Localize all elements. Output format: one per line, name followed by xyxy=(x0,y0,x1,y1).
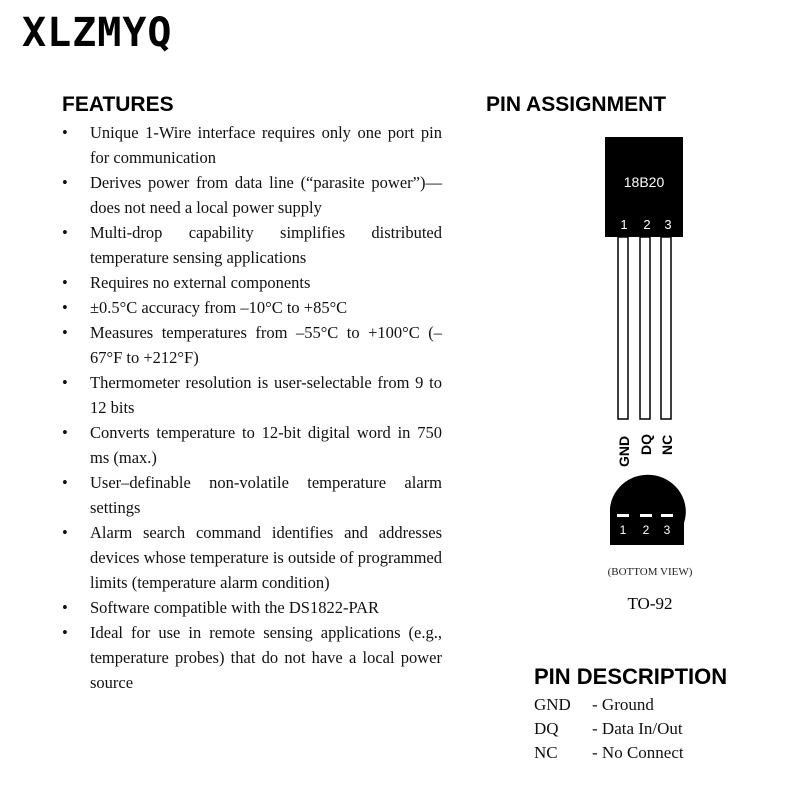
pin-description-row xyxy=(534,741,684,765)
feature-item: • Ideal for use in remote sensing applications (e.g., temperature probes) that do not have a local power source xyxy=(60,620,442,695)
package-name: TO-92 xyxy=(627,594,673,613)
feature-item: • Derives power from data line (“parasite power”)—does not need a local power supply xyxy=(60,170,442,220)
bottom-view-caption: (BOTTOM VIEW) xyxy=(607,566,693,578)
brand-logo-text: XLZMYQ xyxy=(22,10,173,56)
pin-assignment-heading: PIN ASSIGNMENT xyxy=(486,93,667,116)
to92-package-diagram xyxy=(560,125,720,565)
feature-item: • Requires no external components xyxy=(60,270,442,295)
chip-label: 18B20 xyxy=(623,174,665,190)
feature-item: • Unique 1-Wire interface requires only one port pin for communication xyxy=(60,120,442,170)
pin-function: - Ground xyxy=(592,695,654,714)
features-list xyxy=(60,120,442,695)
bottom-pin-number-2: 2 xyxy=(642,523,650,537)
feature-item: • Software compatible with the DS1822-PAR xyxy=(60,595,442,620)
feature-item: • Converts temperature to 12-bit digital word in 750 ms (max.) xyxy=(60,420,442,470)
pin-label-gnd: GND xyxy=(616,435,632,467)
pin-number-3: 3 xyxy=(664,217,672,232)
feature-item: • ±0.5°C accuracy from –10°C to +85°C xyxy=(60,295,442,320)
bottom-pin-number-3: 3 xyxy=(663,523,671,537)
pin-description-row xyxy=(534,717,684,741)
pin-description-heading: PIN DESCRIPTION xyxy=(534,664,728,689)
bottom-pad-3 xyxy=(661,514,673,517)
feature-item: • Thermometer resolution is user-selectable from 9 to 12 bits xyxy=(60,370,442,420)
pin-name: DQ xyxy=(534,719,559,738)
pin-function: - Data In/Out xyxy=(592,719,683,738)
features-heading: FEATURES xyxy=(62,93,174,116)
feature-item: • User–definable non-volatile temperature alarm settings xyxy=(60,470,442,520)
feature-item: • Measures temperatures from –55°C to +100°C (–67°F to +212°F) xyxy=(60,320,442,370)
pin-description-table xyxy=(534,693,684,765)
lead-pin-2 xyxy=(640,237,650,419)
pin-label-nc: NC xyxy=(659,434,675,455)
feature-item: • Multi-drop capability simplifies distributed temperature sensing applications xyxy=(60,220,442,270)
pin-name: NC xyxy=(534,743,558,762)
pin-description-row xyxy=(534,693,684,717)
pin-number-2: 2 xyxy=(643,217,651,232)
lead-pin-3 xyxy=(661,237,671,419)
pin-name: GND xyxy=(534,695,571,714)
pin-function: - No Connect xyxy=(592,743,684,762)
bottom-pin-number-1: 1 xyxy=(619,523,627,537)
bottom-pad-2 xyxy=(640,514,652,517)
feature-item: • Alarm search command identifies and addresses devices whose temperature is outside of programmed limits (temperature alarm condition) xyxy=(60,520,442,595)
bottom-pad-1 xyxy=(617,514,629,517)
pin-label-dq: DQ xyxy=(638,434,654,455)
pin-number-1: 1 xyxy=(620,217,628,232)
lead-pin-1 xyxy=(618,237,628,419)
